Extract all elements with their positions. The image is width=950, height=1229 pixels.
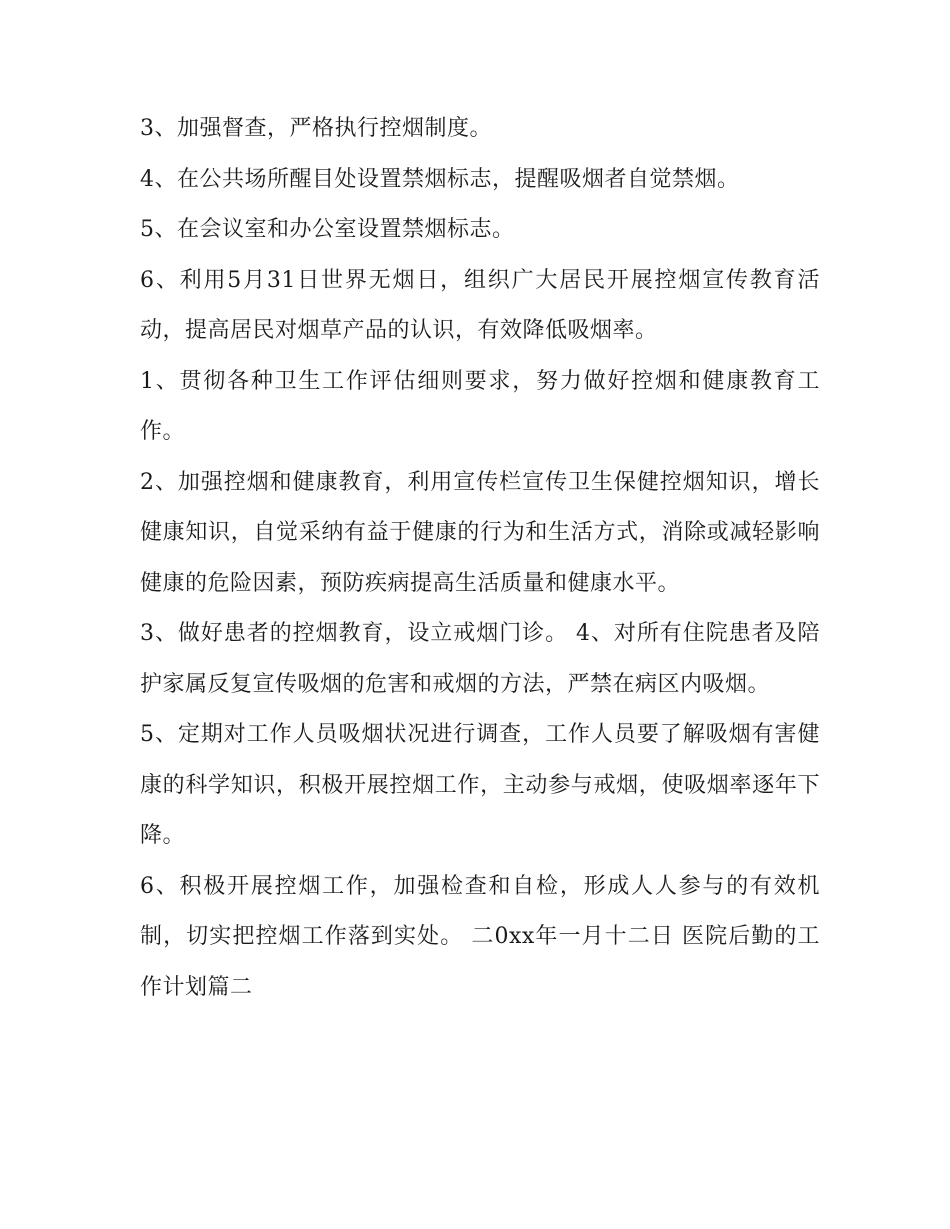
paragraph-item-6-mechanism: 6、积极开展控烟工作，加强检查和自检，形成人人参与的有效机制，切实把控烟工作落到实处。 二0xx年一月十二日 医院后勤的工作计划篇二 (140, 873, 820, 1000)
paragraph-item-6-no-tobacco-day: 6、利用5月31日世界无烟日，组织广大居民开展控烟宣传教育活动，提高居民对烟草产品的认识，有效降低吸烟率。 (140, 267, 820, 343)
paragraph-item-1-evaluation: 1、贯彻各种卫生工作评估细则要求，努力做好控烟和健康教育工作。 (140, 368, 820, 444)
paragraph-item-4-public-signs: 4、在公共场所醒目处设置禁烟标志，提醒吸烟者自觉禁烟。 (140, 166, 740, 192)
paragraph-item-5-office-signs: 5、在会议室和办公室设置禁烟标志。 (140, 217, 515, 242)
paragraph-item-3-supervision: 3、加强督查，严格执行控烟制度。 (140, 116, 492, 141)
paragraph-item-5-staff-survey: 5、定期对工作人员吸烟状况进行调查，工作人员要了解吸烟有害健康的科学知识，积极开展控烟工作，主动参与戒烟，使吸烟率逐年下降。 (140, 722, 820, 848)
paragraph-item-2-health-education: 2、加强控烟和健康教育，利用宣传栏宣传卫生保健控烟知识，增长健康知识，自觉采纳有益于健康的行为和生活方式，消除或减轻影响健康的危险因素，预防疾病提高生活质量和健康水平。 (140, 469, 820, 596)
paragraph-item-3-patient-education: 3、做好患者的控烟教育，设立戒烟门诊。 4、对所有住院患者及陪护家属反复宣传吸烟的危害和戒烟的方法，严禁在病区内吸烟。 (140, 621, 820, 697)
document-body (140, 104, 820, 1013)
